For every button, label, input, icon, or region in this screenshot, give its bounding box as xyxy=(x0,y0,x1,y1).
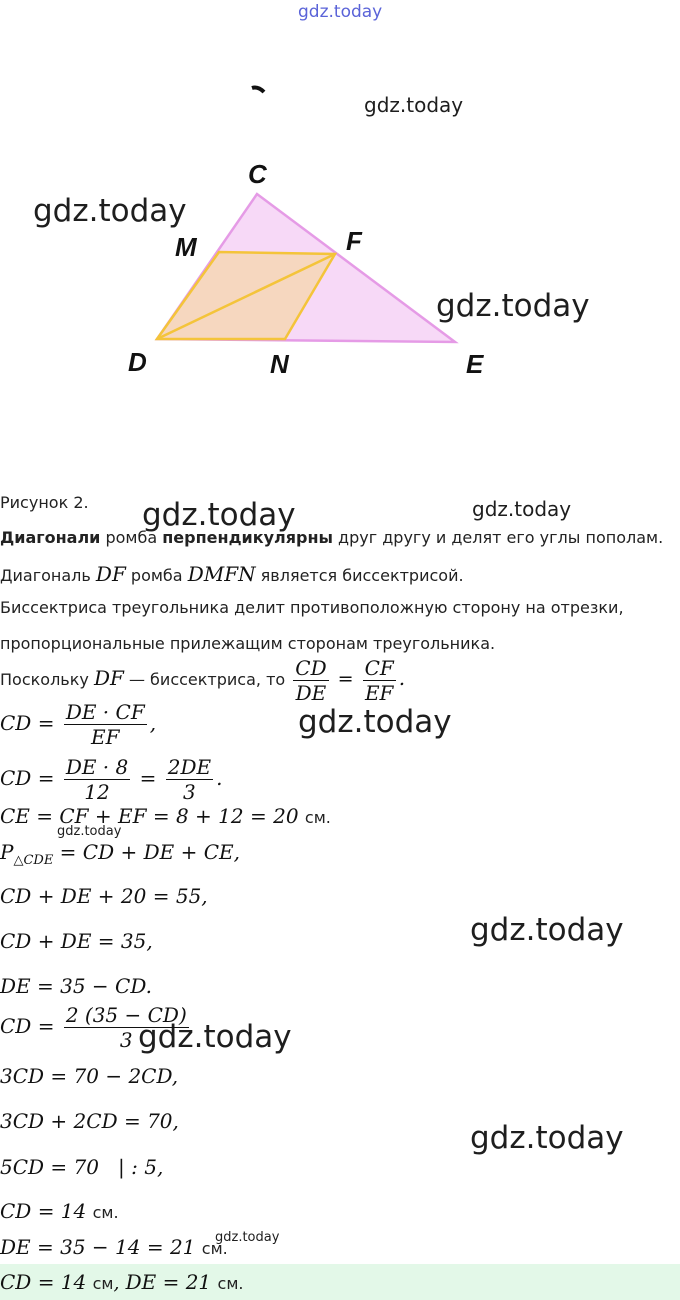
watermark: gdz.today xyxy=(57,824,122,839)
equation-10: 3CD + 2CD = 70, xyxy=(0,1109,179,1133)
subscript: △CDE xyxy=(13,853,54,868)
unit: см. xyxy=(201,1239,228,1258)
text: ромба xyxy=(100,528,163,547)
math: . xyxy=(216,766,223,790)
watermark: gdz.today xyxy=(470,912,624,948)
watermark: gdz.today xyxy=(33,193,187,229)
math: , xyxy=(149,711,157,735)
bisector-theorem-line1: Биссектриса треугольника делит противоположную сторону на отрезки, xyxy=(0,598,624,617)
equation-6: CD + DE = 35, xyxy=(0,929,153,953)
equation-3 xyxy=(0,804,331,828)
equation-2 xyxy=(0,755,222,804)
bisector-statement xyxy=(0,562,464,586)
denominator: 12 xyxy=(84,780,110,804)
equation-7: DE = 35 − CD. xyxy=(0,974,153,998)
unit: см xyxy=(92,1274,114,1293)
bold-term: Диагонали xyxy=(0,528,101,547)
rhombus-diagonal-property xyxy=(0,528,663,547)
watermark: gdz.today xyxy=(215,1230,280,1245)
text: Диагональ xyxy=(0,566,96,585)
watermark: gdz.today xyxy=(138,1019,292,1055)
watermark: gdz.today xyxy=(436,288,590,324)
math: DMFN xyxy=(187,562,256,586)
equation-9: 3CD = 70 − 2CD, xyxy=(0,1064,179,1088)
label-point-n: N xyxy=(270,349,289,379)
denominator: EF xyxy=(91,725,120,749)
fraction xyxy=(166,755,213,804)
watermark: gdz.today xyxy=(470,1120,624,1156)
math: CD = 14 xyxy=(0,1270,93,1294)
answer-line xyxy=(0,1270,243,1294)
watermark-top: gdz.today xyxy=(298,2,383,22)
equation-1 xyxy=(0,700,156,749)
math: P xyxy=(0,840,14,864)
proportion-statement xyxy=(0,656,405,705)
fraction xyxy=(363,656,396,705)
denominator: DE xyxy=(295,681,327,705)
math: = xyxy=(133,766,163,790)
unit: см. xyxy=(217,1274,244,1293)
fraction xyxy=(64,755,130,804)
math: = CD + DE + CE, xyxy=(53,840,240,864)
label-point-c: C xyxy=(248,159,267,189)
text: является биссектрисой. xyxy=(255,566,464,585)
math: DF xyxy=(95,562,126,586)
label-point-f: F xyxy=(346,226,362,256)
text: ромба xyxy=(125,566,188,585)
figure-caption: Рисунок 2. xyxy=(0,493,89,512)
numerator: 2 (35 − CD) xyxy=(65,1003,187,1027)
numerator: DE · CF xyxy=(65,700,145,724)
watermark: gdz.today xyxy=(142,497,296,533)
bold-term: перпендикулярны xyxy=(162,528,333,547)
math: , xyxy=(113,1272,126,1294)
watermark: gdz.today xyxy=(298,704,452,740)
unit: см. xyxy=(92,1203,119,1222)
equation-4 xyxy=(0,840,240,868)
fraction xyxy=(64,1003,189,1052)
text: — биссектриса, то xyxy=(123,670,291,689)
numerator: DE · 8 xyxy=(65,755,129,779)
equation-5: CD + DE + 20 = 55, xyxy=(0,884,208,908)
fraction xyxy=(64,700,147,749)
label-point-e: E xyxy=(466,349,484,379)
equation-13 xyxy=(0,1235,228,1259)
math: = xyxy=(331,668,360,690)
numerator: CD xyxy=(295,656,327,680)
math: DE = 35 − 14 = 21 xyxy=(0,1235,202,1259)
cropped-letter-fragment xyxy=(252,88,264,93)
equation-12 xyxy=(0,1199,119,1223)
bisector-theorem-line2: пропорциональные прилежащим сторонам треугольника. xyxy=(0,634,496,653)
math: CD = xyxy=(0,1014,61,1038)
text: друг другу и делят его углы пополам. xyxy=(332,528,664,547)
equation-11: 5CD = 70 | : 5, xyxy=(0,1155,164,1179)
math: CE = CF + EF = 8 + 12 = 20 xyxy=(0,804,305,828)
math: . xyxy=(398,666,406,690)
triangle-rhombus-figure xyxy=(0,80,680,390)
watermark: gdz.today xyxy=(364,93,464,117)
fraction xyxy=(293,656,328,705)
answer-box xyxy=(0,1264,680,1300)
math: DE = 21 xyxy=(125,1270,218,1294)
watermark: gdz.today xyxy=(472,497,572,521)
label-point-d: D xyxy=(128,347,147,377)
unit: см. xyxy=(304,808,331,827)
label-point-m: M xyxy=(175,232,197,262)
denominator: EF xyxy=(364,681,394,705)
math: DF xyxy=(93,666,124,690)
math: CD = xyxy=(0,766,61,790)
equation-8 xyxy=(0,1003,192,1052)
text: Поскольку xyxy=(0,670,94,689)
numerator: CF xyxy=(364,656,394,680)
denominator: 3 xyxy=(119,1028,133,1052)
math: CD = 14 xyxy=(0,1199,93,1223)
denominator: 3 xyxy=(183,780,196,804)
math: CD = xyxy=(0,711,61,735)
numerator: 2DE xyxy=(167,755,212,779)
